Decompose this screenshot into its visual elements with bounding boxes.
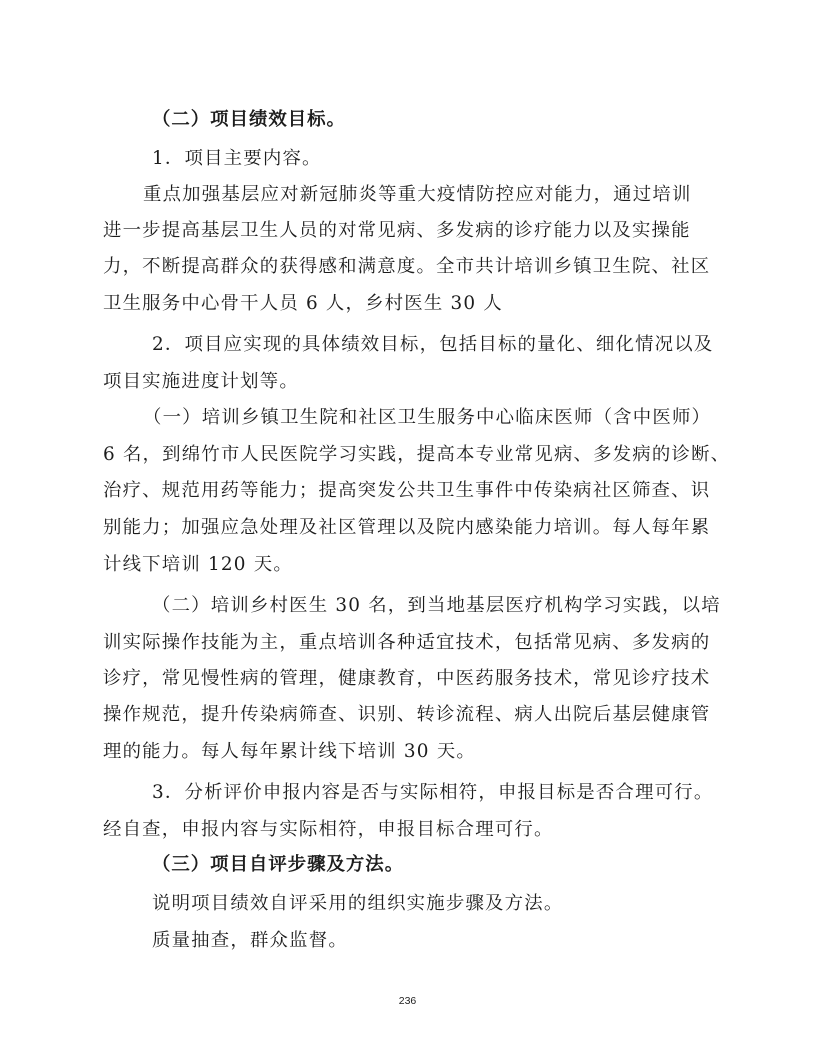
paragraph-line: 力，不断提高群众的获得感和满意度。全市共计培训乡镇卫生院、社区 <box>103 256 711 277</box>
subitem-1-line: 6 名，到绵竹市人民医院学习实践，提高本专业常见病、多发病的诊断、 <box>103 444 731 465</box>
subitem-2-line: 训实际操作技能为主，重点培训各种适宜技术，包括常见病、多发病的 <box>103 632 711 653</box>
subitem-1-line: 治疗、规范用药等能力；提高突发公共卫生事件中传染病社区筛查、识 <box>103 480 711 501</box>
paragraph-line: 进一步提高基层卫生人员的对常见病、多发病的诊疗能力以及实操能 <box>103 220 691 241</box>
section-heading-performance-goals: （二）项目绩效目标。 <box>152 109 346 130</box>
paragraph-line: 卫生服务中心骨干人员 6 人，乡村医生 30 人 <box>103 293 503 314</box>
item-3-line: 经自查，申报内容与实际相符，申报目标合理可行。 <box>103 819 554 840</box>
subitem-1-line: （一）培训乡镇卫生院和社区卫生服务中心临床医师（含中医师） <box>143 407 712 428</box>
page-number: 236 <box>398 995 417 1007</box>
subitem-2-line: （二）培训乡村医生 30 名，到当地基层医疗机构学习实践，以培 <box>152 595 721 616</box>
section-3-answer: 质量抽查，群众监督。 <box>152 930 348 951</box>
item-1-title: 1．项目主要内容。 <box>152 148 322 169</box>
section-3-description: 说明项目绩效自评采用的组织实施步骤及方法。 <box>152 893 564 914</box>
item-2-title-continued: 项目实施进度计划等。 <box>103 371 299 392</box>
subitem-2-line: 理的能力。每人每年累计线下培训 30 天。 <box>103 741 476 762</box>
subitem-1-line: 计线下培训 120 天。 <box>103 554 293 575</box>
subitem-2-line: 操作规范，提升传染病筛查、识别、转诊流程、病人出院后基层健康管 <box>103 704 711 725</box>
item-3-line: 3．分析评价申报内容是否与实际相符，申报目标是否合理可行。 <box>152 782 714 803</box>
subitem-2-line: 诊疗，常见慢性病的管理，健康教育，中医药服务技术，常见诊疗技术 <box>103 668 711 689</box>
subitem-1-line: 别能力；加强应急处理及社区管理以及院内感染能力培训。每人每年累 <box>103 517 711 538</box>
section-heading-self-evaluation: （三）项目自评步骤及方法。 <box>152 854 405 875</box>
item-2-title: 2．项目应实现的具体绩效目标，包括目标的量化、细化情况以及 <box>152 334 714 355</box>
paragraph-line: 重点加强基层应对新冠肺炎等重大疫情防控应对能力，通过培训 <box>143 184 692 205</box>
